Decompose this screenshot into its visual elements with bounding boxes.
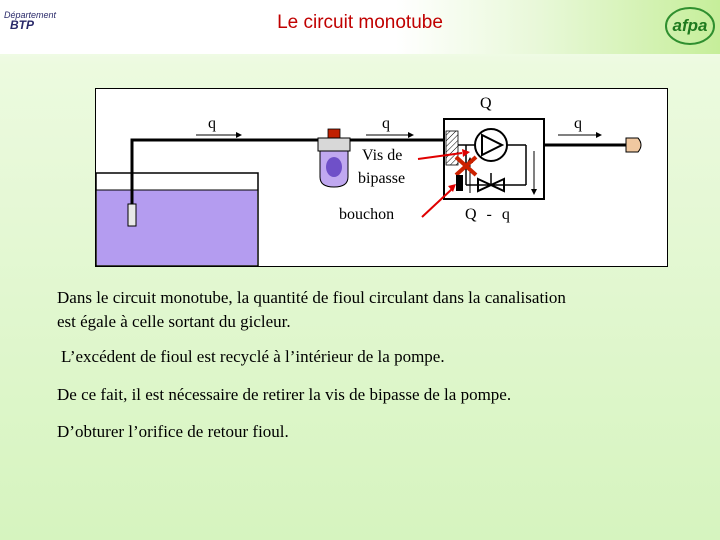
label-q-right: q xyxy=(574,115,582,132)
paragraph-1-line-1: Dans le circuit monotube, la quantité de fioul circulant dans la canalisation xyxy=(57,288,566,307)
monotube-diagram xyxy=(95,88,668,267)
logo-afpa-text: afpa xyxy=(672,16,708,35)
label-q-mid: q xyxy=(382,115,390,132)
paragraph-1 xyxy=(57,286,566,334)
label-Q: Q xyxy=(480,95,492,112)
logo-afpa xyxy=(662,4,716,55)
logo-btp-bottom: BTP xyxy=(10,18,34,32)
paragraph-3: De ce fait, il est nécessaire de retirer la vis de bipasse de la pompe. xyxy=(57,385,512,404)
label-q-left: q xyxy=(208,115,216,132)
flow-arrow-mid xyxy=(366,132,414,138)
flow-arrow-left xyxy=(196,132,242,138)
paragraph-4: D’obturer l’orifice de retour fioul. xyxy=(57,422,289,441)
page-title: Le circuit monotube xyxy=(277,12,443,33)
logo-btp-top: Département xyxy=(4,10,57,20)
pointer-arrow-bouchon xyxy=(422,184,456,217)
label-vis-de: Vis de xyxy=(362,147,403,164)
fuel-tank xyxy=(96,173,258,266)
outlet-pipe xyxy=(544,138,641,152)
fuel-filter-icon xyxy=(318,129,350,187)
label-bouchon: bouchon xyxy=(339,206,395,223)
label-bipasse: bipasse xyxy=(358,170,406,187)
plug-icon xyxy=(456,175,463,191)
label-Q-minus-q: Q - q xyxy=(465,206,513,223)
paragraph-1-line-2: est égale à celle sortant du gicleur. xyxy=(57,312,291,331)
paragraph-2: L’excédent de fioul est recyclé à l’intérieur de la pompe. xyxy=(61,347,445,366)
